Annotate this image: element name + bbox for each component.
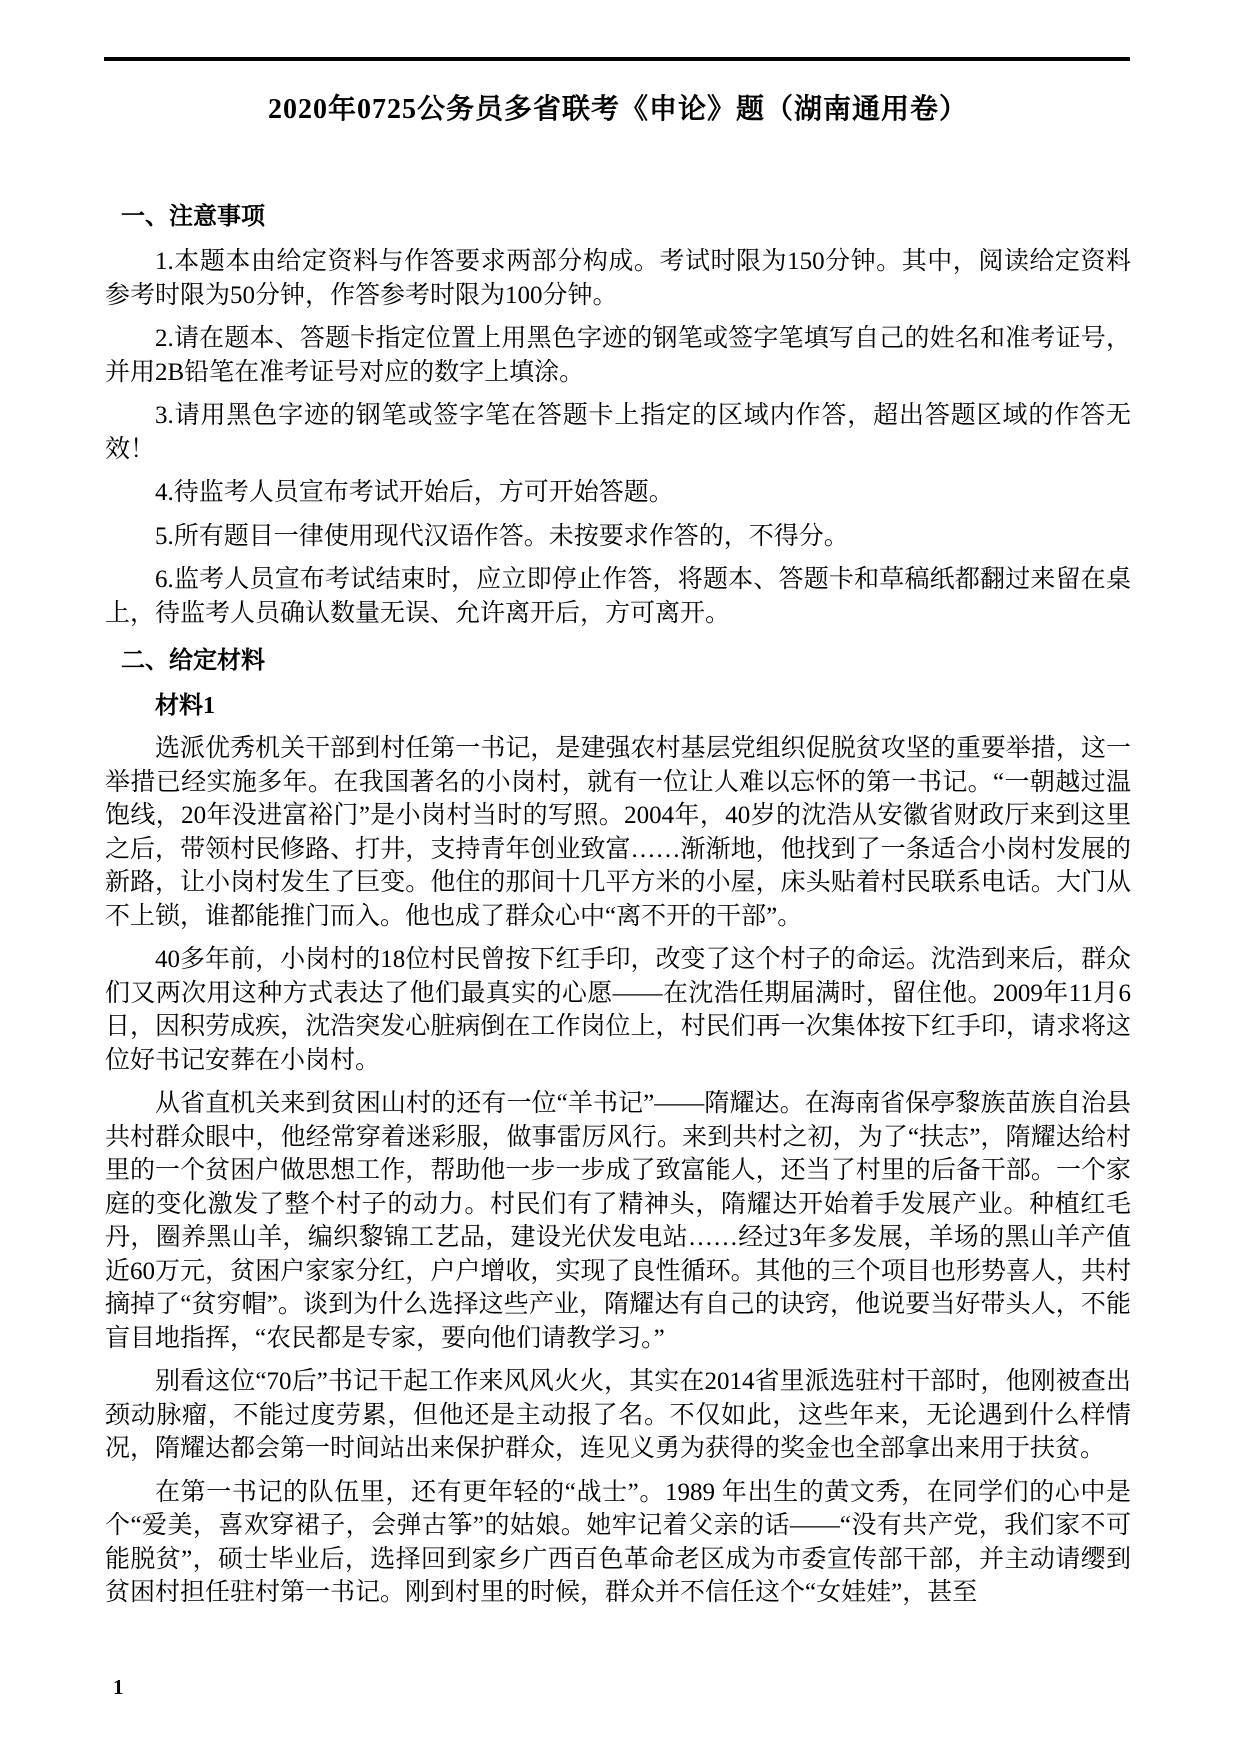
material-paragraph-5: 在第一书记的队伍里，还有更年轻的“战士”。1989 年出生的黄文秀，在同学们的心中是个“爱美，喜欢穿裙子，会弹古筝”的姑娘。她牢记着父亲的话——“没有共产党，我们家不可能脱贫”，硕士毕业后，选择回到家乡广西百色革命老区成为市委宣传部干部，并主动请缨到贫困村担任驻村第一书记。刚到村里的时候，群众并不信任这个“女娃娃”，甚至 (105, 1478, 1131, 1606)
material-1-heading: 材料1 (155, 693, 215, 719)
material-paragraph-1: 选派优秀机关干部到村任第一书记，是建强农村基层党组织促脱贫攻坚的重要举措，这一举措已经实施多年。在我国著名的小岗村，就有一位让人难以忘怀的第一书记。“一朝越过温饱线，20年没进富裕门”是小岗村当时的写照。2004年，40岁的沈浩从安徽省财政厅来到这里之后，带领村民修路、打井，支持青年创业致富……渐渐地，他找到了一条适合小岗村发展的新路，让小岗村发生了巨变。他住的那间十几平方米的小屋，床头贴着村民联系电话。大门从不上锁，谁都能推门而入。他也成了群众心中“离不开的干部”。 (105, 735, 1131, 930)
notice-item-1: 1.本题本由给定资料与作答要求两部分构成。考试时限为150分钟。其中，阅读给定资料参考时限为50分钟，作答参考时限为100分钟。 (105, 248, 1131, 309)
document-content (105, 92, 1131, 1620)
notice-item-4: 4.待监考人员宣布考试开始后，方可开始答题。 (155, 479, 674, 506)
material-paragraph-4: 别看这位“70后”书记干起工作来风风火火，其实在2014省里派选驻村干部时，他刚被查出颈动脉瘤，不能过度劳累，但他还是主动报了名。不仅如此，这些年来，无论遇到什么样情况，隋耀达都会第一时间站出来保护群众，连见义勇为获得的奖金也全部拿出来用于扶贫。 (105, 1368, 1131, 1462)
document-title: 2020年0725公务员多省联考《申论》题（湖南通用卷） (267, 94, 968, 125)
section-heading-notice: 一、注意事项 (121, 204, 265, 230)
notice-item-6: 6.监考人员宣布考试结束时，应立即停止作答，将题本、答题卡和草稿纸都翻过来留在桌上，待监考人员确认数量无误、允许离开后，方可离开。 (105, 566, 1131, 627)
material-1-section (105, 732, 1131, 1610)
notice-section (105, 245, 1131, 630)
material-paragraph-3: 从省直机关来到贫困山村的还有一位“羊书记”——隋耀达。在海南省保亭黎族苗族自治县共村群众眼中，他经常穿着迷彩服，做事雷厉风行。来到共村之初，为了“扶志”，隋耀达给村里的一个贫困户做思想工作，帮助他一步一步成了致富能人，还当了村里的后备干部。一个家庭的变化激发了整个村子的动力。村民们有了精神头，隋耀达开始着手发展产业。种植红毛丹，圈养黑山羊，编织黎锦工艺品，建设光伏发电站……经过3年多发展，羊场的黑山羊产值近60万元，贫困户家家分红，户户增收，实现了良性循环。其他的三个项目也形势喜人，共村摘掉了“贫穷帽”。谈到为什么选择这些产业，隋耀达有自己的诀窍，他说要当好带头人，不能盲目地指挥，“农民都是专家，要向他们请教学习。” (105, 1090, 1131, 1352)
page-number: 1 (113, 1675, 124, 1699)
notice-item-5: 5.所有题目一律使用现代汉语作答。未按要求作答的，不得分。 (155, 522, 849, 550)
header-rule (104, 57, 1130, 61)
notice-item-2: 2.请在题本、答题卡指定位置上用黑色字迹的钢笔或签字笔填写自己的姓名和准考证号，并用2B铅笔在准考证号对应的数字上填涂。 (105, 325, 1131, 386)
notice-item-3: 3.请用黑色字迹的钢笔或签字笔在答题卡上指定的区域内作答，超出答题区域的作答无效！ (105, 402, 1131, 463)
section-heading-materials: 二、给定材料 (121, 648, 265, 674)
material-paragraph-2: 40多年前，小岗村的18位村民曾按下红手印，改变了这个村子的命运。沈浩到来后，群众们又两次用这种方式表达了他们最真实的心愿——在沈浩任期届满时，留住他。2009年11月6日，因积劳成疾，沈浩突发心脏病倒在工作岗位上，村民们再一次集体按下红手印，请求将这位好书记安葬在小岗村。 (105, 946, 1131, 1074)
